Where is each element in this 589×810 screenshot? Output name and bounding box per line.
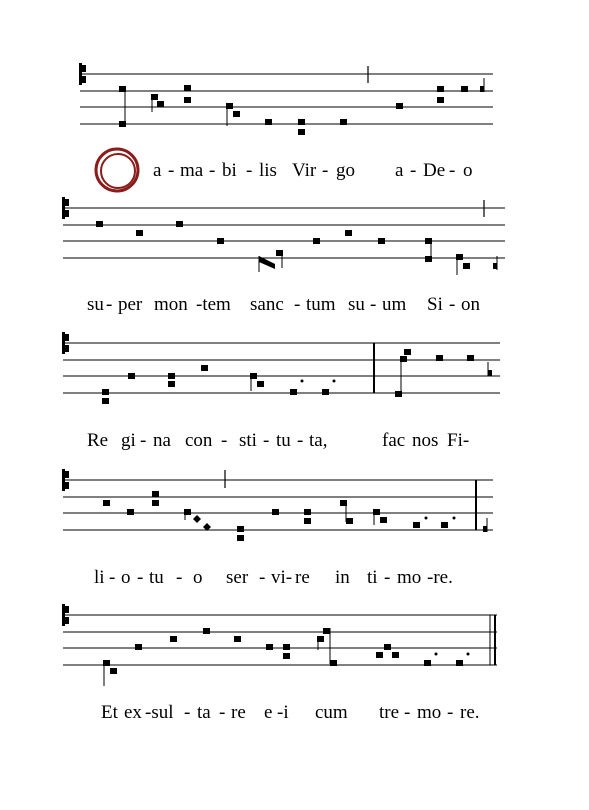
syllable: in [335,567,350,588]
syllable: bi [222,160,237,181]
neumes [102,343,492,404]
syllable: o [121,567,131,588]
neumes [96,200,497,275]
syllable: ta, [309,430,328,451]
syllable: Si [427,294,443,315]
syllable: mo [417,702,442,723]
syllable: - [384,567,391,588]
syllable: - [449,294,456,315]
syllable: vi- [271,567,293,588]
staff-lines [80,74,493,124]
syllable: ti [367,567,378,588]
staff-system-5 [62,604,497,723]
syllable: re [295,567,310,588]
syllable: - [370,294,377,315]
syllable: a [153,160,162,181]
syllable: con [185,430,213,451]
lyrics-line-1 [153,160,473,181]
staff-lines [63,615,497,665]
syllable: - [106,294,113,315]
syllable: - [447,702,454,723]
syllable: sanc [250,294,284,315]
syllable: a [395,160,404,181]
syllable: ma [180,160,204,181]
syllable: um [382,294,407,315]
syllable: - [176,567,183,588]
syllable: - [297,430,304,451]
syllable: -tem [196,294,231,315]
syllable: fac [382,430,406,451]
syllable: - [294,294,301,315]
syllable: -re. [427,567,453,588]
syllable: go [336,160,355,181]
syllable: Fi- [447,430,470,451]
syllable: sti [239,430,257,451]
syllable: mon [154,294,188,315]
neumes [103,615,495,686]
staff-lines [63,343,500,393]
syllable: De [423,160,446,181]
syllable: tu [276,430,291,451]
syllable: gi [121,430,136,451]
syllable: - [137,567,144,588]
syllable: ser [226,567,249,588]
syllable: on [461,294,480,315]
syllable: - [449,160,456,181]
syllable: -i [277,702,289,723]
syllable: - [263,430,270,451]
staff-lines [63,480,493,530]
syllable: - [184,702,191,723]
syllable: tum [306,294,336,315]
staff-system-4 [62,469,493,588]
syllable: - [404,702,411,723]
syllable: lis [259,160,277,181]
syllable: o [193,567,203,588]
lyrics-line-4 [94,567,453,588]
lyrics-line-2 [87,294,481,315]
staff-lines [63,208,505,258]
syllable: - [168,160,175,181]
syllable: re [231,702,246,723]
syllable: ex [124,702,142,723]
syllable: o [463,160,473,181]
syllable: - [140,430,147,451]
syllable: Vir [292,160,317,181]
syllable: cum [315,702,348,723]
syllable: tu [149,567,164,588]
syllable: tre [379,702,400,723]
lyrics-line-5 [101,702,480,723]
syllable: su [87,294,104,315]
syllable: - [209,160,216,181]
initial-letter [96,149,138,191]
syllable: ta [197,702,211,723]
syllable: - [219,702,226,723]
syllable: - [246,160,253,181]
lyrics-line-3 [87,430,469,451]
syllable: - [410,160,417,181]
syllable: mo [397,567,422,588]
syllable: per [118,294,143,315]
neumes [119,66,484,135]
syllable: -sul [145,702,174,723]
staff-system-3 [62,332,500,451]
syllable: - [322,160,329,181]
syllable: - [109,567,116,588]
staff-system-2 [62,197,505,315]
syllable: li [94,567,105,588]
syllable: e [264,702,273,723]
syllable: nos [412,430,439,451]
syllable: su [348,294,365,315]
syllable: Re [87,430,109,451]
syllable: - [259,567,266,588]
syllable: - [221,430,228,451]
syllable: na [153,430,171,451]
syllable: re. [460,702,480,723]
syllable: Et [101,702,118,723]
staff-system-1 [79,63,493,191]
